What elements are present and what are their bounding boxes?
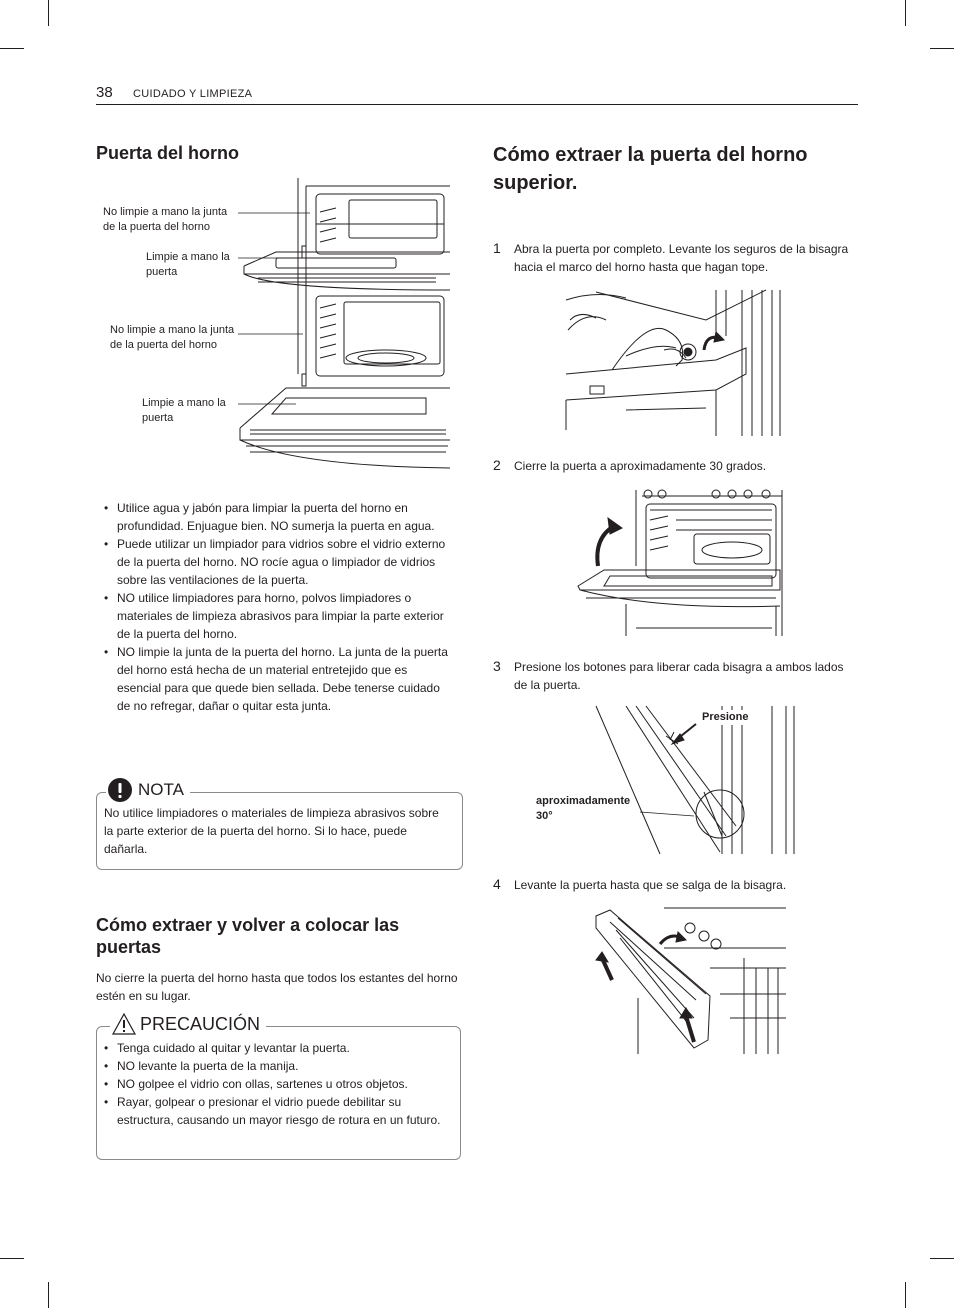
page-number: 38 [96,84,113,101]
intro-text: No cierre la puerta del horno hasta que todos los estantes del horno estén en su lugar. [96,971,458,1003]
figure-label-gasket-upper: No limpie a mano la junta de la puerta del horno [103,206,228,233]
caution-title: PRECAUCIÓN [110,1013,266,1035]
section-title: CUIDADO Y LIMPIEZA [133,88,253,100]
step-text: Abra la puerta por completo. Levante los seguros de la bisagra hacia el marco del horno hasta que hagan tope. [514,242,849,274]
note-text: No utilice limpiadores o materiales de limpieza abrasivos sobre la parte exterior de la puerta del horno. Si lo hace, puede dañarla. [104,806,439,856]
step-text: Presione los botones para liberar cada bisagra a ambos lados de la puerta. [514,660,844,692]
section-heading-right: Cómo extraer la puerta del horno superior. [493,144,808,194]
list-item: • Utilice agua y jabón para limpiar la puerta del horno en profundidad. Enjuague bien. NO sumerja la puerta en agua. [96,499,448,535]
figure-label-door-lower: Limpie a mano la puerta [142,397,226,424]
figure-label-gasket-lower: No limpie a mano la junta de la puerta del horno [110,324,235,351]
list-item: • NO levante la puerta de la manija. [96,1057,448,1075]
subsection-heading: Cómo extraer y volver a colocar las puertas [96,915,400,957]
list-item: • NO golpee el vidrio con ollas, sartenes u otros objetos. [96,1075,448,1093]
step-number: 2 [493,457,501,473]
list-item: • NO utilice limpiadores para horno, polvos limpiadores o materiales de limpieza abrasivos para limpiar la parte exterior de la puerta del horno. [96,589,448,643]
step-number: 3 [493,658,501,674]
step-number: 1 [493,240,501,256]
list-item: • NO limpie la junta de la puerta del horno. La junta de la puerta del horno está hecha de un material entretejido que es esencial para que quede bien sellada. Debe tenerse cuidado de no refregar, dañar o quitar esta junta. [96,643,448,715]
list-item: • Puede utilizar un limpiador para vidrios sobre el vidrio externo de la puerta del horno. NO rocíe agua o limpiador de vidrios sobre las ventilaciones de la puerta. [96,535,448,589]
lift-door-illustration [590,908,786,1058]
section-heading: Puerta del horno [96,143,240,163]
list-item: • Rayar, golpear o presionar el vidrio puede debilitar su estructura, causando un mayor riesgo de rotura en un futuro. [96,1093,448,1129]
figure-label-door-upper: Limpie a mano la puerta [146,251,230,278]
list-item: • Tenga cuidado al quitar y levantar la puerta. [96,1039,448,1057]
angle-label: aproximadamente 30° [536,795,631,822]
step-number: 4 [493,876,501,892]
step-text: Levante la puerta hasta que se salga de la bisagra. [514,878,787,892]
step-text: Cierre la puerta a aproximadamente 30 grados. [514,459,767,473]
press-label: Presione [702,711,749,723]
note-title: NOTA [106,778,190,802]
